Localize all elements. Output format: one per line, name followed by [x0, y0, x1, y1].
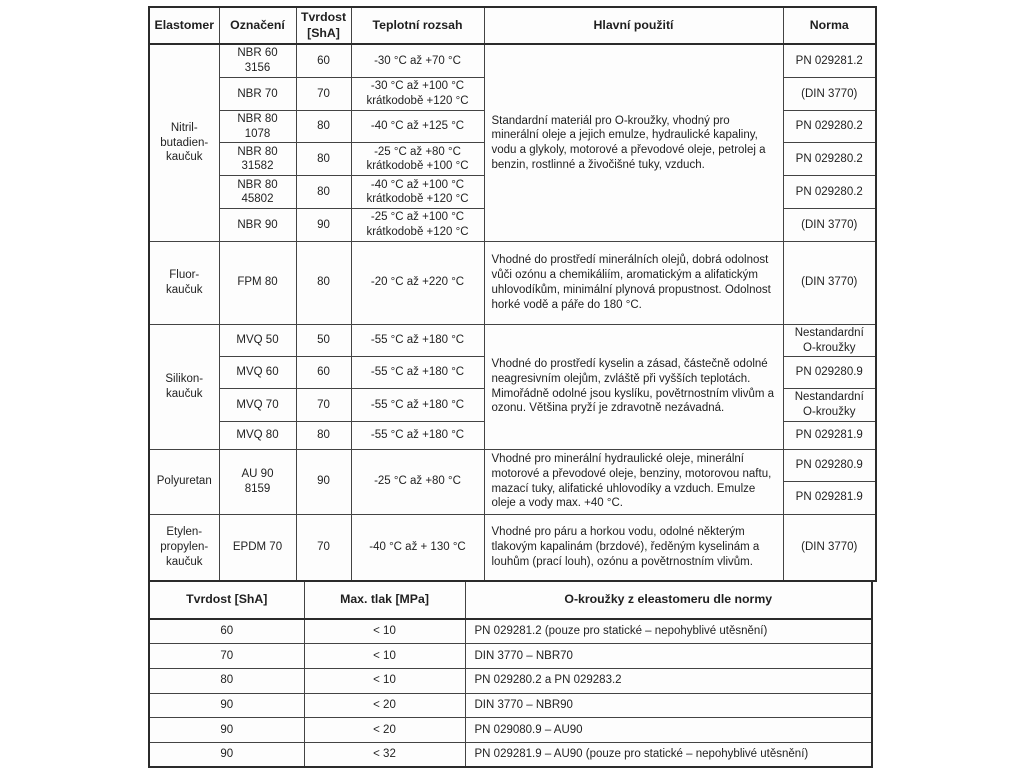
hardness-cell: 90	[296, 449, 351, 514]
hardness-cell: 80	[296, 421, 351, 449]
header-designation: Označení	[219, 7, 296, 44]
header-usage: Hlavní použití	[484, 7, 783, 44]
norm-cell: PN 029280.9	[783, 357, 876, 389]
usage-cell: Vhodné do prostředí minerálních olejů, dobrá odolnost vůči ozónu a chemikáliím, aromatickým a alifatickým uhlovodíkům, minimální plynová propustnost. Odolnost horké vodě a páře do 180 °C.	[484, 241, 783, 324]
hardness-cell: 60	[296, 357, 351, 389]
header-max-pressure: Max. tlak [MPa]	[304, 581, 465, 619]
hardness-cell: 70	[296, 514, 351, 581]
hardness-cell: 80	[296, 110, 351, 142]
norm-cell: DIN 3770 – NBR90	[465, 693, 872, 718]
hardness-cell: 70	[296, 77, 351, 110]
temp-range-cell: -55 °C až +180 °C	[351, 389, 484, 421]
table-row	[149, 449, 876, 481]
temp-range-cell: -25 °C až +80 °C	[351, 449, 484, 514]
temp-range-cell: -40 °C až +100 °C krátkodobě +120 °C	[351, 176, 484, 209]
designation-cell: AU 90 8159	[219, 449, 296, 514]
pressure-cell: < 32	[304, 742, 465, 767]
elastomer-spec-table	[148, 6, 877, 582]
norm-cell: (DIN 3770)	[783, 209, 876, 241]
designation-cell: NBR 80 31582	[219, 143, 296, 176]
temp-range-cell: -55 °C až +180 °C	[351, 357, 484, 389]
designation-cell: MVQ 80	[219, 421, 296, 449]
temp-range-cell: -30 °C až +100 °C krátkodobě +120 °C	[351, 77, 484, 110]
table-row	[149, 718, 872, 743]
designation-cell: MVQ 50	[219, 324, 296, 356]
designation-cell: FPM 80	[219, 241, 296, 324]
header-elastomer: Elastomer	[149, 7, 219, 44]
norm-cell: Nestandardní O-kroužky	[783, 389, 876, 421]
temp-range-cell: -55 °C až +180 °C	[351, 421, 484, 449]
header-norm: Norma	[783, 7, 876, 44]
hardness-cell: 70	[296, 389, 351, 421]
elastomer-group-cell: Nitril- butadien- kaučuk	[149, 44, 219, 241]
pressure-cell: < 10	[304, 644, 465, 669]
temp-range-cell: -25 °C až +80 °C krátkodobě +100 °C	[351, 143, 484, 176]
table-row	[149, 619, 872, 644]
norm-cell: PN 029280.2 a PN 029283.2	[465, 668, 872, 693]
norm-cell: PN 029280.2	[783, 176, 876, 209]
table-row	[149, 693, 872, 718]
hardness-cell: 90	[149, 742, 304, 767]
norm-cell: PN 029281.2	[783, 44, 876, 77]
table-row	[149, 668, 872, 693]
hardness-cell: 70	[149, 644, 304, 669]
temp-range-cell: -55 °C až +180 °C	[351, 324, 484, 356]
pressure-cell: < 20	[304, 718, 465, 743]
designation-cell: MVQ 70	[219, 389, 296, 421]
norm-cell: (DIN 3770)	[783, 514, 876, 581]
designation-cell: NBR 90	[219, 209, 296, 241]
oring-pressure-table	[148, 580, 873, 768]
table-row	[149, 324, 876, 356]
temp-range-cell: -30 °C až +70 °C	[351, 44, 484, 77]
table-row	[149, 514, 876, 581]
temp-range-cell: -40 °C až + 130 °C	[351, 514, 484, 581]
pressure-cell: < 10	[304, 668, 465, 693]
header-hardness: Tvrdost [ShA]	[296, 7, 351, 44]
elastomer-group-cell: Silikon- kaučuk	[149, 324, 219, 449]
header-temp-range: Teplotní rozsah	[351, 7, 484, 44]
designation-cell: NBR 80 45802	[219, 176, 296, 209]
norm-cell: Nestandardní O-kroužky	[783, 324, 876, 356]
designation-cell: EPDM 70	[219, 514, 296, 581]
hardness-cell: 50	[296, 324, 351, 356]
designation-cell: NBR 70	[219, 77, 296, 110]
table-row	[149, 241, 876, 324]
usage-cell: Standardní materiál pro O-kroužky, vhodný pro minerální oleje a jejich emulze, hydraulické kapaliny, vodu a glykoly, motorové a převodové oleje, petrolej a benzin, rostlinné a živočišné tuky, vzduch.	[484, 44, 783, 241]
norm-cell: PN 029281.2 (pouze pro statické – nepohyblivé utěsnění)	[465, 619, 872, 644]
table-row	[149, 742, 872, 767]
norm-cell: DIN 3770 – NBR70	[465, 644, 872, 669]
temp-range-cell: -40 °C až +125 °C	[351, 110, 484, 142]
table-header-row	[149, 7, 876, 44]
header-hardness-sha: Tvrdost [ShA]	[149, 581, 304, 619]
table-row	[149, 44, 876, 77]
table-header-row	[149, 581, 872, 619]
usage-cell: Vhodné do prostředí kyselin a zásad, částečně odolné neagresivním olejům, zvláště při vyšších teplotách. Mimořádně odolné jsou kyslíku, povětrnostním vlivům a ozonu. Většina pryží je zdravotně nezávadná.	[484, 324, 783, 449]
pressure-cell: < 10	[304, 619, 465, 644]
norm-cell: (DIN 3770)	[783, 77, 876, 110]
norm-cell: (DIN 3770)	[783, 241, 876, 324]
hardness-cell: 60	[149, 619, 304, 644]
norm-cell: PN 029281.9	[783, 421, 876, 449]
usage-cell: Vhodné pro páru a horkou vodu, odolné některým tlakovým kapalinám (brzdové), ředěným kyselinám a louhům (prací louh), ozónu a povětrnostním vlivům.	[484, 514, 783, 581]
designation-cell: NBR 80 1078	[219, 110, 296, 142]
hardness-cell: 90	[149, 693, 304, 718]
header-oring-norms: O-kroužky z eleastomeru dle normy	[465, 581, 872, 619]
norm-cell: PN 029281.9	[783, 481, 876, 514]
elastomer-group-cell: Etylen- propylen- kaučuk	[149, 514, 219, 581]
elastomer-group-cell: Polyuretan	[149, 449, 219, 514]
temp-range-cell: -25 °C až +100 °C krátkodobě +120 °C	[351, 209, 484, 241]
hardness-cell: 80	[149, 668, 304, 693]
hardness-cell: 80	[296, 241, 351, 324]
hardness-cell: 80	[296, 143, 351, 176]
elastomer-group-cell: Fluor- kaučuk	[149, 241, 219, 324]
norm-cell: PN 029080.9 – AU90	[465, 718, 872, 743]
hardness-cell: 90	[149, 718, 304, 743]
norm-cell: PN 029281.9 – AU90 (pouze pro statické – nepohyblivé utěsnění)	[465, 742, 872, 767]
designation-cell: MVQ 60	[219, 357, 296, 389]
hardness-cell: 90	[296, 209, 351, 241]
pressure-cell: < 20	[304, 693, 465, 718]
hardness-cell: 80	[296, 176, 351, 209]
table-row	[149, 644, 872, 669]
usage-cell: Vhodné pro minerální hydraulické oleje, minerální motorové a převodové oleje, benziny, motorovou naftu, mazací tuky, alifatické uhlovodíky a vzduch. Emulze oleje a vody max. +40 °C.	[484, 449, 783, 514]
norm-cell: PN 029280.2	[783, 110, 876, 142]
hardness-cell: 60	[296, 44, 351, 77]
norm-cell: PN 029280.2	[783, 143, 876, 176]
designation-cell: NBR 60 3156	[219, 44, 296, 77]
temp-range-cell: -20 °C až +220 °C	[351, 241, 484, 324]
norm-cell: PN 029280.9	[783, 449, 876, 481]
